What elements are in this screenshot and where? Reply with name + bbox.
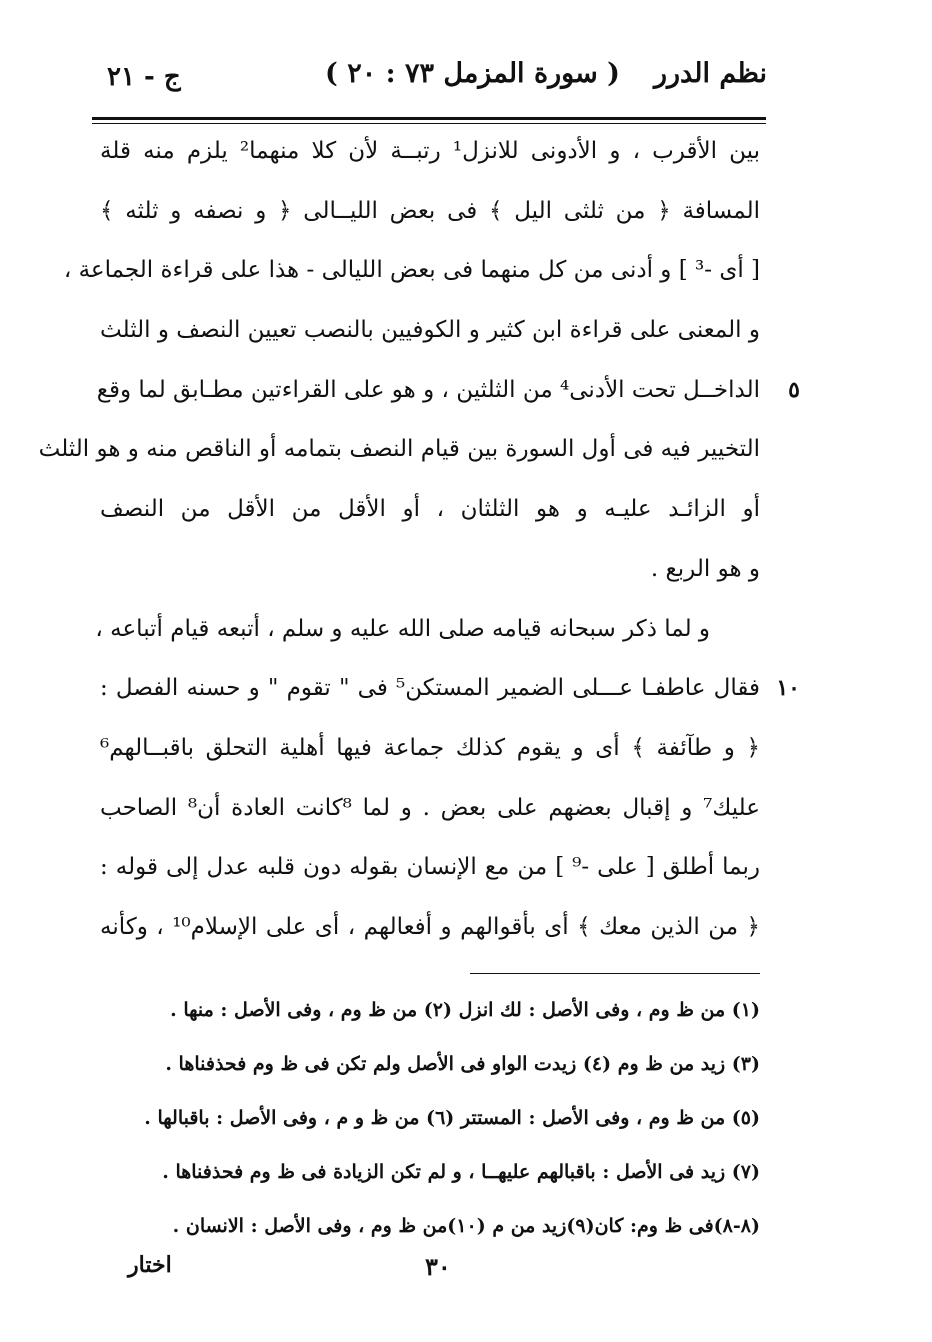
text-line: فقال عاطفـا عـــلى الضمير المستكن⁵ فى " تقوم " و حسنه الفصل : — [100, 675, 761, 702]
text-line-10-wrapper — [100, 659, 800, 719]
text-line: التخيير فيه فى أول السورة بين قيام النصف بتمامه أو الناقص منه و هو الثلث — [38, 436, 760, 463]
footnote-line: (١) من ظ وم ، وفى الأصل : لك انزل (٢) من ظ وم ، وفى الأصل : منها . — [170, 999, 760, 1021]
footnote-line: (٥) من ظ وم ، وفى الأصل : المستتر (٦) من ظ و م ، وفى الأصل : باقبالها . — [144, 1107, 760, 1129]
footnote-line: (٣) زيد من ظ وم (٤) زيدت الواو فى الأصل ولم تكن فى ظ وم فحذفناها . — [165, 1053, 760, 1075]
text-line: و هو الربع . — [650, 555, 760, 582]
text-line: ربما أطلق [ على -⁹ ] من مع الإنسان بقوله دون قلبه عدل إلى قوله : — [100, 854, 760, 881]
text-line: [ أى -³ ] و أدنى من كل منهما فى بعض الليالى - هذا على قراءة الجماعة ، — [63, 257, 760, 284]
text-line: عليك⁷ و إقبال بعضهم على بعض . و لما ⁸كانت العادة أن⁸ الصاحب — [100, 794, 760, 821]
header-rule-thick — [92, 117, 766, 120]
text-line: بين الأقرب ، و الأدونى للانزل¹ رتبــة لأن كلا منهما² يلزم منه قلة — [100, 138, 760, 164]
text-line-5-wrapper — [96, 361, 800, 421]
sura-reference: ( سورة المزمل ٧٣ : ٢٠ ) — [325, 58, 620, 89]
catchword: اختار — [128, 1252, 172, 1278]
main-text — [38, 122, 800, 958]
volume-number: ج - ٢١ — [107, 62, 181, 92]
text-line: المسافة ﴿ من ثلثى اليل ﴾ فى بعض الليــالى ﴿ و نصفه و ثلثه ﴾ — [100, 197, 760, 224]
footnote-separator — [470, 973, 760, 974]
footnote-line: (٧) زيد فى الأصل : باقبالهم عليهــا ، و لم تكن الزيادة فى ظ وم فحذفناها . — [162, 1161, 760, 1183]
text-line: ﴿ و طآئفة ﴾ أى و يقوم كذلك جماعة فيها أهلية التحلق باقبــالهم⁶ — [100, 734, 760, 761]
footnote-line: (٨-٨)فى ظ وم: كان(٩)زيد من م (١٠)من ظ وم ، وفى الأصل : الانسان . — [172, 1215, 760, 1237]
footnotes — [100, 983, 760, 1253]
line-number-5: ٥ — [788, 376, 800, 403]
book-title: نظم الدرر — [653, 58, 767, 89]
line-number-10: ١٠ — [776, 675, 800, 702]
running-header — [95, 58, 767, 108]
text-line: ﴿ من الذين معك ﴾ أى بأقوالهم و أفعالهم ، أى على الإسلام¹⁰ ، وكأنه — [100, 913, 761, 940]
text-line: و المعنى على قراءة ابن كثير و الكوفيين بالنصب تعيين النصف و الثلث — [100, 317, 760, 344]
text-line: أو الزائـد عليـه و هو الثلثان ، أو الأقل من الأقل من النصف — [100, 496, 760, 523]
paragraph-start-line: و لما ذكر سبحانه قيامه صلى الله عليه و سلم ، أتبعه قيام أتباعه ، — [95, 615, 710, 642]
page-number: ٣٠ — [425, 1252, 451, 1281]
text-line: الداخــل تحت الأدنى⁴ من الثلثين ، و هو على القراءتين مطـابق لما وقع — [96, 376, 760, 403]
